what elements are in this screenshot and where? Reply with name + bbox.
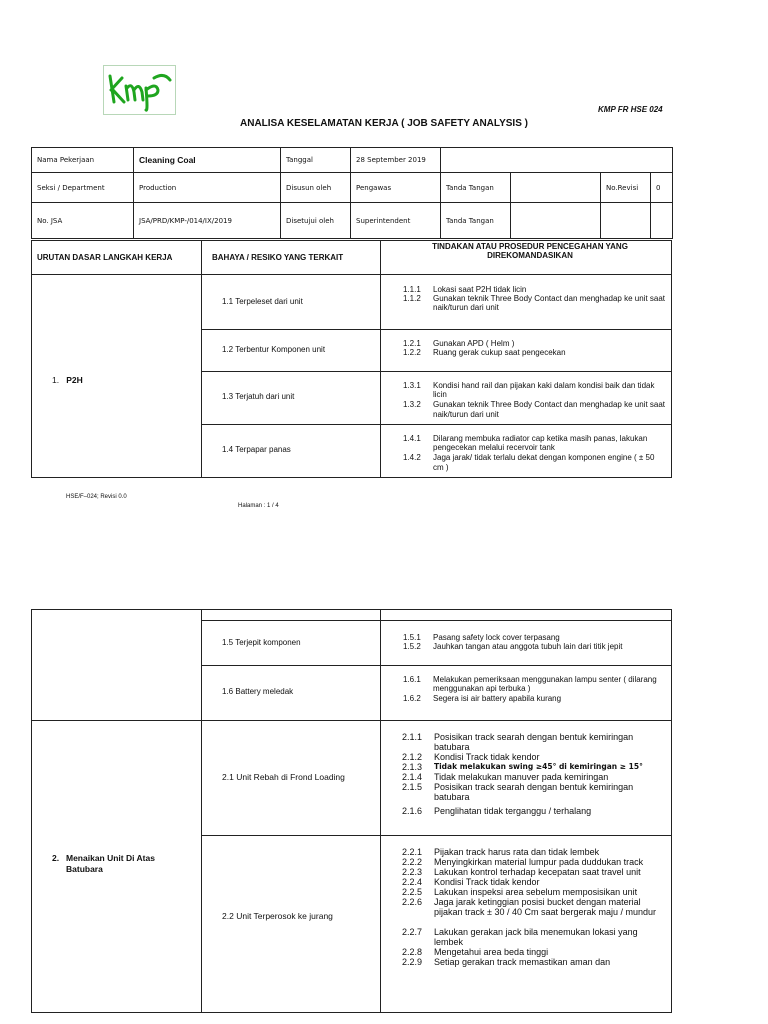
control-item: 1.3.1 Kondisi hand rail dan pijakan kaki dalam kondisi baik dan tidak licin [403,381,655,400]
control-item: 1.1.2 Gunakan teknik Three Body Contact dan menghadap ke unit saat naik/turun dari unit [403,294,666,313]
control-item: 1.5.1 Pasang safety lock cover terpasang [403,633,560,642]
hazard-2-1: 2.1 Unit Rebah di Frond Loading [222,772,345,782]
control-item: 2.1.1 Posisikan track searah dengan bentuk kemiringan batubara [402,732,634,752]
controls-2-1 [402,732,666,816]
column-header-step: URUTAN DASAR LANGKAH KERJA [37,253,173,262]
value-seksi: Production [134,173,281,203]
control-item: 2.2.3 Lakukan kontrol terhadap kecepatan saat travel unit [402,867,641,877]
control-item: 2.1.4 Tidak melakukan manuver pada kemiringan [402,772,609,782]
step-2: 2. Menaikan Unit Di Atas Batubara [52,853,155,874]
control-item: 1.6.2 Segera isi air battery apabila kurang [403,694,562,704]
label-seksi: Seksi / Department [32,173,134,203]
hazard-1-1: 1.1 Terpeleset dari unit [222,297,303,306]
value-no-revisi: 0 [651,173,673,203]
info-table [31,147,673,239]
hazard-1-3: 1.3 Terjatuh dari unit [222,392,295,401]
value-disusun: Pengawas [351,173,441,203]
control-item: 2.2.7 Lakukan gerakan jack bila menemukan lokasi yang lembek [402,927,638,947]
page-number: Halaman : 1 / 4 [238,503,279,509]
control-item: 2.1.3 Tidak melakukan swing ≥45° di kemiringan ≥ 15° [402,762,643,772]
control-item: 1.3.2 Gunakan teknik Three Body Contact dan menghadap ke unit saat naik/turun dari unit [403,400,666,419]
column-header-control: TINDAKAN ATAU PROSEDUR PENCEGAHAN YANG DIREKOMANDASIKAN [432,242,628,260]
column-header-hazard: BAHAYA / RESIKO YANG TERKAIT [212,253,344,262]
label-tanggal: Tanggal [281,148,351,173]
label-disusun: Disusun oleh [281,173,351,203]
label-tanda-tangan: Tanda Tangan [441,173,511,203]
hazard-1-5: 1.5 Terjepit komponen [222,638,301,647]
empty-cell [601,203,651,239]
controls-1-6 [403,675,665,704]
kmp-logo-icon [104,66,175,114]
hazard-2-2: 2.2 Unit Terperosok ke jurang [222,911,333,921]
control-item: 1.4.1 Dilarang membuka radiator cap ketika masih panas, lakukan pengecekan melalui recervoir tank [403,434,648,453]
controls-1-5 [403,633,665,651]
control-item: 1.4.2 Jaga jarak/ tidak terlalu dekat dengan komponen engine ( ± 50 cm ) [403,453,655,472]
control-item: 1.2.1 Gunakan APD ( Helm ) [403,339,515,348]
value-no-jsa: JSA/PRD/KMP-/014/IX/2019 [134,203,281,239]
value-nama-pekerjaan: Cleaning Coal [134,148,281,173]
form-number: HSE/F–024; Revisi 0.0 [66,494,127,500]
control-item: 1.1.1 Lokasi saat P2H tidak licin [403,285,527,294]
control-item: 2.2.5 Lakukan inspeksi area sebelum memposisikan unit [402,887,638,897]
hazard-1-2: 1.2 Terbentur Komponen unit [222,345,326,354]
control-item: 1.2.2 Ruang gerak cukup saat pengecekan [403,348,566,358]
hazard-1-4: 1.4 Terpapar panas [222,445,291,454]
control-item: 2.1.2 Kondisi Track tidak kendor [402,752,540,762]
label-disetujui: Disetujui oleh [281,203,351,239]
control-item: 2.2.1 Pijakan track harus rata dan tidak lembek [402,847,600,857]
label-nama-pekerjaan: Nama Pekerjaan [32,148,134,173]
control-item: 2.2.4 Kondisi Track tidak kendor [402,877,540,887]
page-title: ANALISA KESELAMATAN KERJA ( JOB SAFETY ANALYSIS ) [240,118,528,129]
control-item: 1.5.2 Jauhkan tangan atau anggota tubuh lain dari titik jepit [403,642,623,652]
empty-cell [441,148,673,173]
value-disetujui: Superintendent [351,203,441,239]
controls-2-2 [402,847,666,967]
control-item: 2.1.6 Penglihatan tidak terganggu / terhalang [402,806,592,816]
hazard-1-6: 1.6 Battery meledak [222,687,294,696]
step-1: 1. P2H [52,375,83,385]
control-item: 2.2.2 Menyingkirkan material lumpur pada duddukan track [402,857,644,867]
control-item: 2.1.5 Posisikan track searah dengan bentuk kemiringan batubara [402,782,634,802]
label-no-revisi: No.Revisi [601,173,651,203]
signature-field[interactable] [511,173,601,203]
value-tanggal: 28 September 2019 [351,148,441,173]
control-item: 1.6.1 Melakukan pemeriksaan menggunakan lampu senter ( dilarang menggunakan api terbuka ) [403,675,657,694]
empty-cell [651,203,673,239]
signature-field[interactable] [511,203,601,239]
control-item: 2.2.6 Jaga jarak ketinggian posisi bucket dengan material pijakan track ± 30 / 40 Cm saat bergerak maju / mundur [402,897,657,917]
document-reference: KMP FR HSE 024 [598,105,663,114]
company-logo [103,65,176,115]
controls-1-4 [403,434,665,472]
label-tanda-tangan: Tanda Tangan [441,203,511,239]
controls-1-1 [403,285,665,313]
control-item: 2.2.9 Setiap gerakan track memastikan aman dan [402,957,611,967]
controls-1-2 [403,339,665,357]
controls-1-3 [403,381,665,419]
control-item: 2.2.8 Mengetahui area beda tinggi [402,947,549,957]
label-no-jsa: No. JSA [32,203,134,239]
